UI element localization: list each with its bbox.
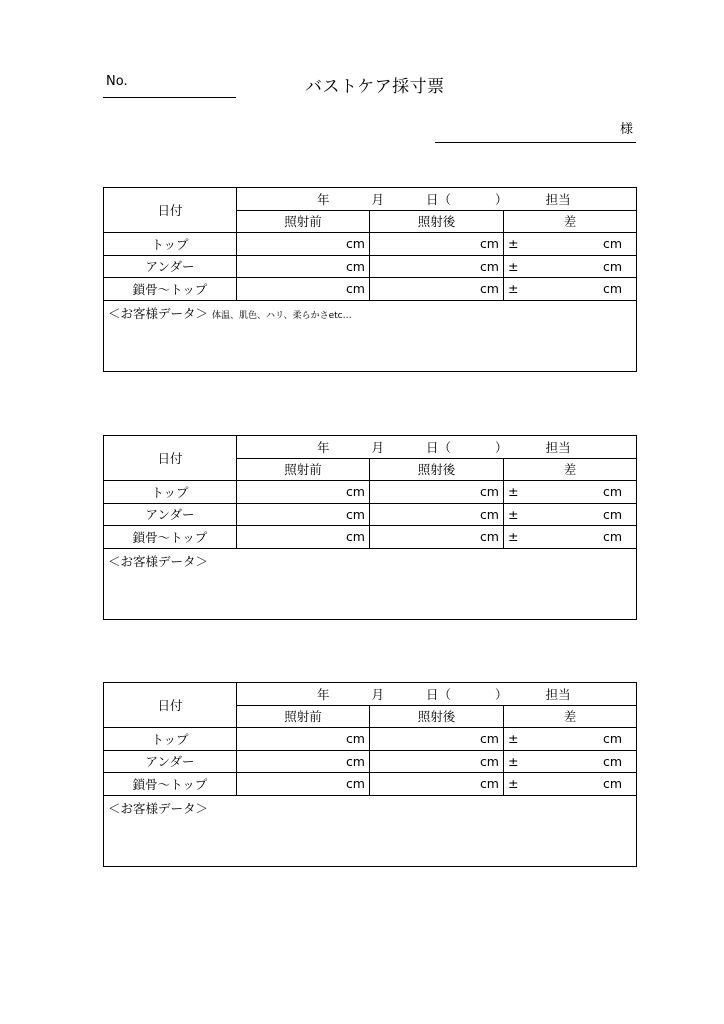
under-before-field[interactable]: cm [237, 750, 370, 773]
top-diff-field[interactable]: ± cm [504, 728, 637, 751]
customer-notes-field[interactable] [104, 300, 637, 371]
measurement-record-3 [103, 682, 637, 867]
customer-name-line[interactable] [435, 142, 636, 143]
date-label: 日付 [104, 436, 237, 481]
row-label-top: トップ [104, 728, 237, 751]
after-header: 照射後 [370, 705, 504, 728]
clavicle-after-field[interactable]: cm [370, 278, 504, 301]
under-after-field[interactable]: cm [370, 255, 504, 278]
clavicle-before-field[interactable]: cm [237, 278, 370, 301]
row-label-top: トップ [104, 481, 237, 504]
after-header: 照射後 [370, 210, 504, 233]
notes-label: ＜お客様データ＞ [108, 553, 209, 569]
row-label-clavicle: 鎖骨〜トップ [104, 526, 237, 549]
number-field-line[interactable] [103, 97, 236, 98]
after-header: 照射後 [370, 458, 504, 481]
row-label-under: アンダー [104, 255, 237, 278]
row-label-under: アンダー [104, 503, 237, 526]
under-after-field[interactable]: cm [370, 503, 504, 526]
top-after-field[interactable]: cm [370, 481, 504, 504]
top-before-field[interactable]: cm [237, 728, 370, 751]
top-after-field[interactable]: cm [370, 233, 504, 256]
clavicle-diff-field[interactable]: ± cm [504, 773, 637, 796]
diff-header: 差 [504, 705, 637, 728]
top-diff-field[interactable]: ± cm [504, 233, 637, 256]
under-diff-field[interactable]: ± cm [504, 255, 637, 278]
before-header: 照射前 [237, 210, 370, 233]
top-before-field[interactable]: cm [237, 233, 370, 256]
date-staff-field[interactable]: 年 月 日（ ） 担当 [237, 188, 637, 211]
date-label: 日付 [104, 683, 237, 728]
clavicle-diff-field[interactable]: ± cm [504, 526, 637, 549]
date-staff-field[interactable]: 年 月 日（ ） 担当 [237, 436, 637, 459]
diff-header: 差 [504, 458, 637, 481]
under-before-field[interactable]: cm [237, 255, 370, 278]
under-diff-field[interactable]: ± cm [504, 503, 637, 526]
measurement-record-2 [103, 435, 637, 620]
before-header: 照射前 [237, 458, 370, 481]
row-label-under: アンダー [104, 750, 237, 773]
row-label-top: トップ [104, 233, 237, 256]
date-staff-field[interactable]: 年 月 日（ ） 担当 [237, 683, 637, 706]
under-before-field[interactable]: cm [237, 503, 370, 526]
top-after-field[interactable]: cm [370, 728, 504, 751]
clavicle-diff-field[interactable]: ± cm [504, 278, 637, 301]
top-before-field[interactable]: cm [237, 481, 370, 504]
number-label: No. [106, 74, 128, 89]
page-title: バストケア採寸票 [305, 77, 445, 97]
top-diff-field[interactable]: ± cm [504, 481, 637, 504]
honorific-label: 様 [620, 122, 634, 137]
clavicle-after-field[interactable]: cm [370, 773, 504, 796]
under-after-field[interactable]: cm [370, 750, 504, 773]
customer-notes-field[interactable] [104, 795, 637, 866]
notes-label: ＜お客様データ＞ [108, 800, 209, 816]
diff-header: 差 [504, 210, 637, 233]
under-diff-field[interactable]: ± cm [504, 750, 637, 773]
date-label: 日付 [104, 188, 237, 233]
measurement-record-1 [103, 187, 637, 372]
customer-notes-field[interactable] [104, 548, 637, 619]
notes-label: ＜お客様データ＞ [108, 305, 209, 321]
clavicle-before-field[interactable]: cm [237, 773, 370, 796]
before-header: 照射前 [237, 705, 370, 728]
row-label-clavicle: 鎖骨〜トップ [104, 278, 237, 301]
clavicle-before-field[interactable]: cm [237, 526, 370, 549]
row-label-clavicle: 鎖骨〜トップ [104, 773, 237, 796]
notes-hint: 体温、肌色、ハリ、柔らかさetc… [212, 310, 352, 321]
clavicle-after-field[interactable]: cm [370, 526, 504, 549]
